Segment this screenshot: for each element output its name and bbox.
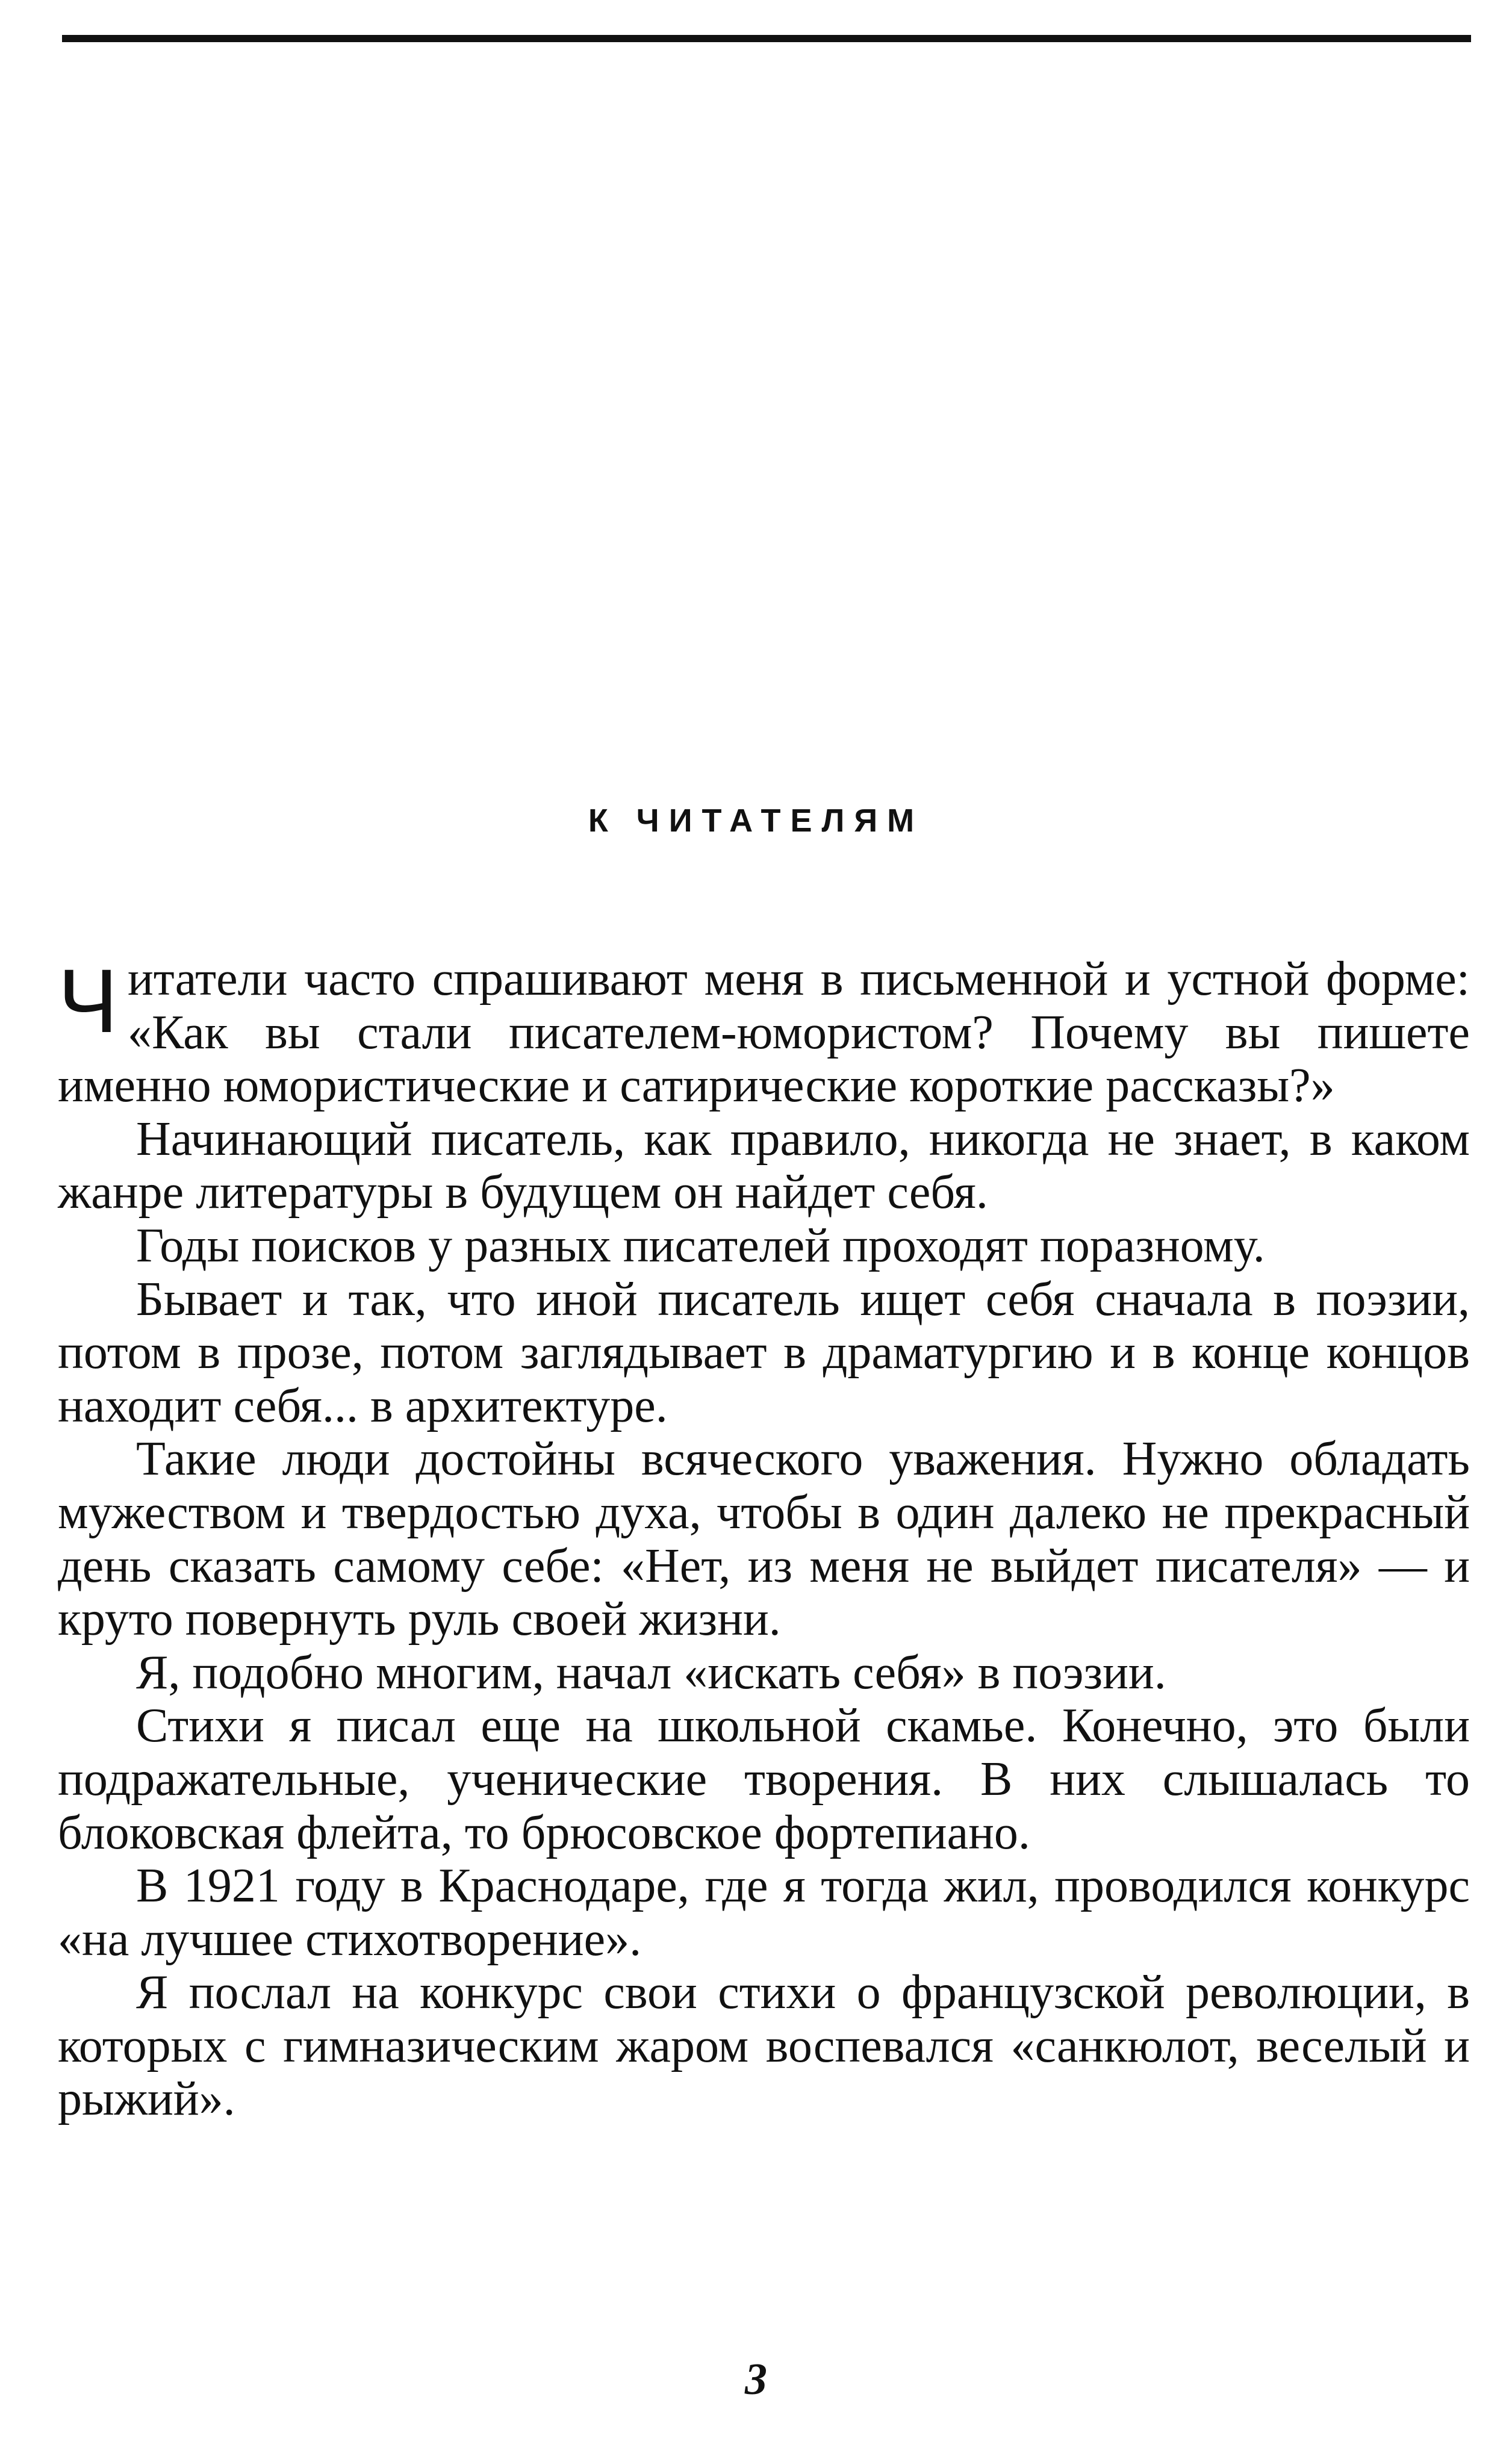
paragraph-4: Бывает и так, что иной писатель ищет себя сначала в поэзии, потом в прозе, потом заглядывает в драматургию и в конце концов находит себя... в архитектуре. [58,1272,1470,1432]
paragraph-3: Годы поисков у разных писателей проходят поразному. [136,1219,1265,1272]
paragraph-6: Я, подобно многим, начал «искать себя» в поэзии. [136,1646,1166,1699]
paragraph-8: В 1921 году в Краснодаре, где я тогда жил, проводился конкурс «на лучшее стихотворение». [58,1859,1470,1966]
paragraph-9: Я послал на конкурс свои стихи о французской революции, в которых с гимназическим жаром воспевался «санкюлот, веселый и рыжий». [58,1966,1470,2126]
paragraph-7: Стихи я писал еще на школьной скамье. Конечно, это были подражательные, ученические творения. В них слышалась то блоковская флейта, то брюсовское фортепиано. [58,1699,1470,1859]
page-heading: К ЧИТАТЕЛЯМ [588,803,924,839]
paragraph-5: Такие люди достойны всяческого уважения. Нужно обладать мужеством и твердостью духа, чтобы в один далеко не прекрасный день сказать самому себе: «Нет, из меня не выйдет писателя» — и круто повернуть руль своей жизни. [58,1432,1470,1646]
paragraph-1-text: итатели часто спрашивают меня в письменной и устной форме: «Как вы стали писателем-юмористом? Почему вы пишете именно юмористические и сатирические короткие рассказы?» [58,953,1470,1113]
top-rule [62,35,1471,42]
body-text [58,950,1470,2126]
paragraph-1 [58,950,1470,1113]
drop-cap: Ч [58,950,118,1051]
paragraph-2: Начинающий писатель, как правило, никогда не знает, в каком жанре литературы в будущем он найдет себя. [58,1112,1470,1219]
page-number: 3 [745,2355,767,2404]
